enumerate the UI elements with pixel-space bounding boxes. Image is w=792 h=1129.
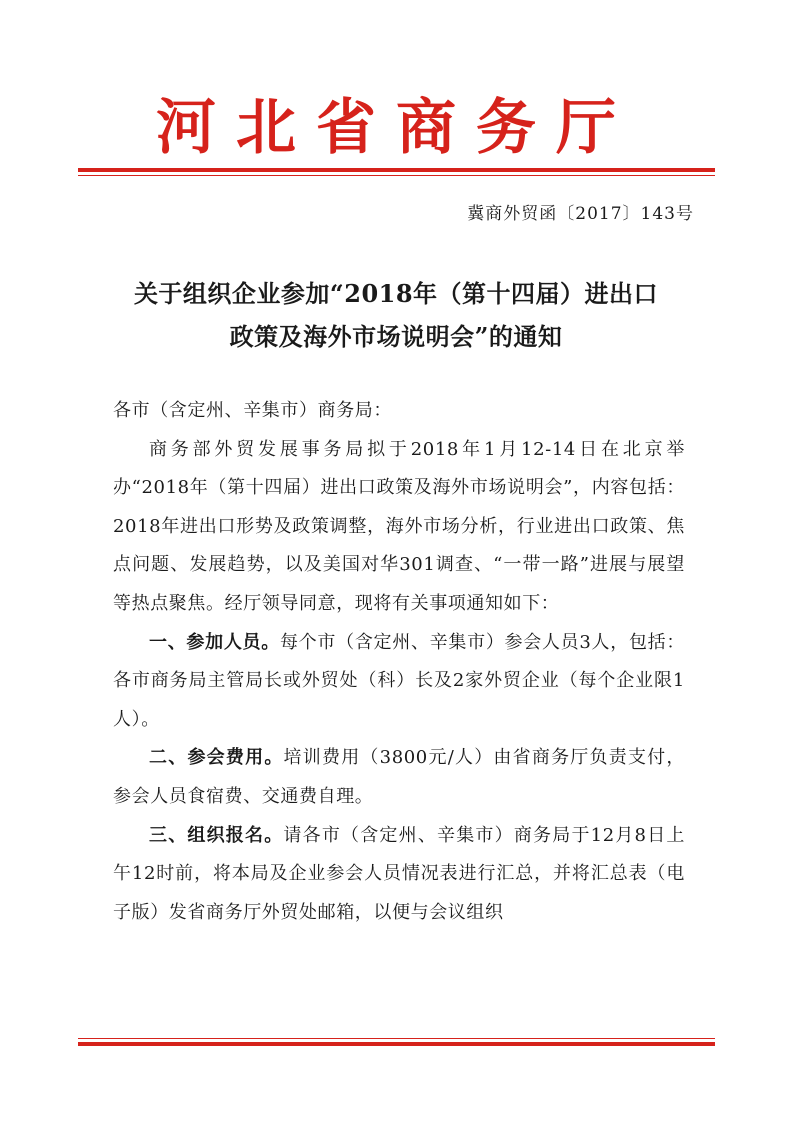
item-1-heading: 一、参加人员。: [149, 631, 280, 653]
item-1-text: 每个市（含定州、辛集市）参会人员3人，包括：各市商务局主管局长或外贸处（科）长及2家外贸企业（每个企业限1人）。: [113, 631, 685, 730]
item-2-paragraph: [113, 739, 685, 816]
item-3-paragraph: [113, 817, 685, 933]
header-rule-thin: [78, 175, 715, 176]
item-3-text: 请各市（含定州、辛集市）商务局于12月8日上午12时前，将本局及企业参会人员情况表进行汇总，并将汇总表（电子版）发省商务厅外贸处邮箱，以便与会议组织: [113, 824, 686, 923]
document-body: [113, 392, 685, 932]
title-line-2: 政策及海外市场说明会”的通知: [229, 322, 563, 351]
salutation: 各市（含定州、辛集市）商务局：: [113, 400, 392, 421]
intro-paragraph: 商务部外贸发展事务局拟于2018年1月12-14日在北京举办“2018年（第十四届）进出口政策及海外市场说明会”，内容包括：2018年进出口形势及政策调整，海外市场分析，行业进出口政策、焦点问题、发展趋势，以及美国对华301调查、“一带一路”进展与展望等热点聚焦。经厅领导同意，现将有关事项通知如下：: [113, 438, 685, 614]
footer-red-double-rule: [78, 1038, 715, 1046]
document-title: [90, 272, 702, 358]
footer-rule-thick: [78, 1042, 715, 1046]
item-2-text: 培训费用（3800元/人）由省商务厅负责支付，参会人员食宿费、交通费自理。: [113, 747, 686, 807]
item-3-heading: 三、组织报名。: [149, 824, 284, 846]
header-red-double-rule: [78, 168, 715, 176]
organization-header: 河北省商务厅: [156, 93, 636, 163]
document-number: 冀商外贸函〔2017〕143号: [467, 204, 694, 224]
item-2-heading: 二、参会费用。: [149, 747, 284, 769]
title-line-1: 关于组织企业参加“2018年（第十四届）进出口: [133, 279, 659, 308]
item-1-paragraph: [113, 624, 685, 740]
